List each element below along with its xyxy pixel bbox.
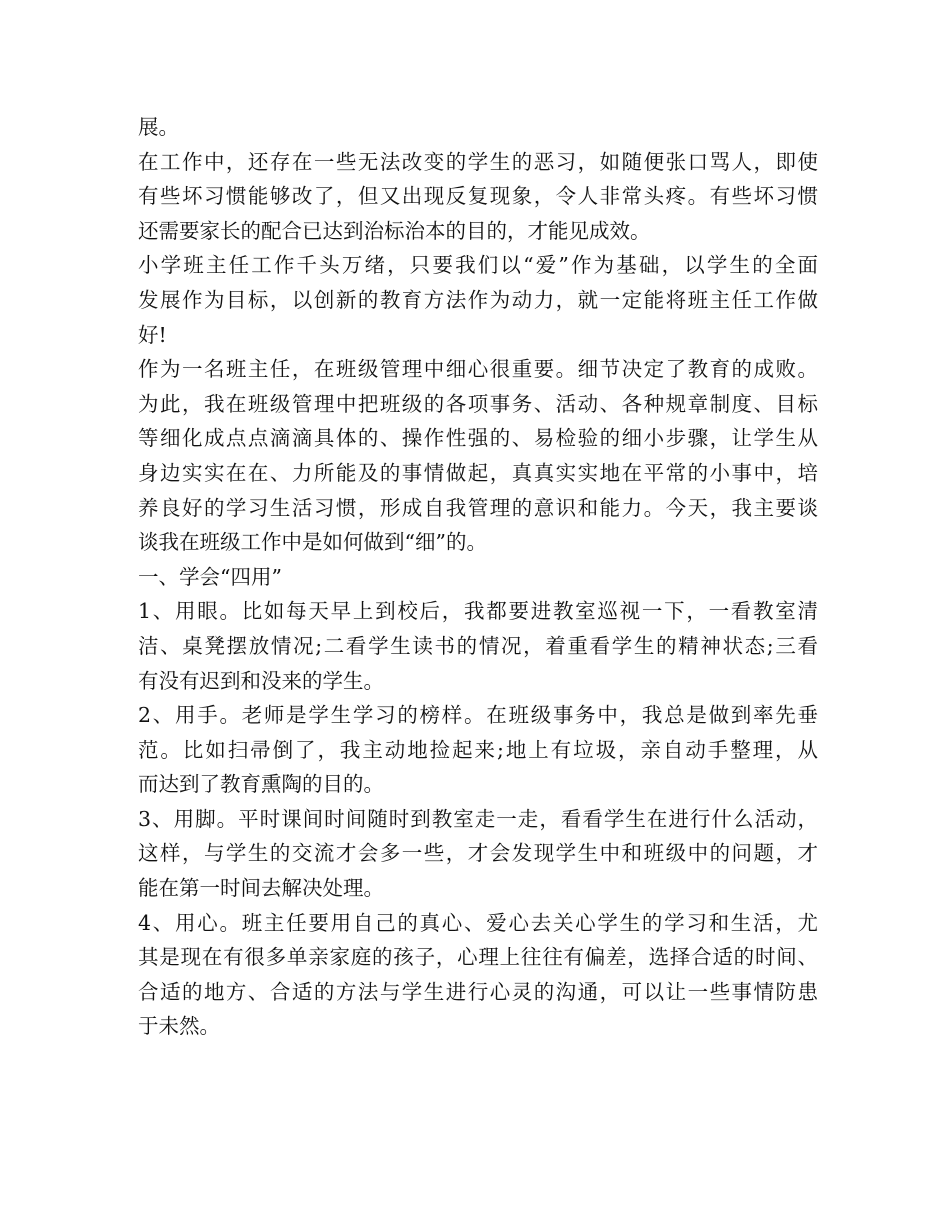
text-line: 2、用手。老师是学生学习的榜样。在班级事务中，我总是做到率先垂 [138, 703, 818, 728]
document-body [138, 110, 818, 1044]
text-line: 于未然。 [138, 1014, 220, 1039]
text-line: 作为一名班主任，在班级管理中细心很重要。细节决定了教育的成败。 [138, 357, 818, 382]
text-line: 范。比如扫帚倒了，我主动地捡起来;地上有垃圾，亲自动手整理，从 [138, 737, 818, 762]
text-line: 有没有迟到和没来的学生。 [138, 668, 384, 693]
text-line: 还需要家长的配合已达到治标治本的目的，才能见成效。 [138, 218, 651, 243]
text-line: 1、用眼。比如每天早上到校后，我都要进教室巡视一下，一看教室清 [138, 599, 818, 624]
text-line: 在工作中，还存在一些无法改变的学生的恶习，如随便张口骂人，即使 [138, 149, 818, 174]
text-line: 这样，与学生的交流才会多一些，才会发现学生中和班级中的问题，才 [138, 841, 818, 866]
text-line: 有些坏习惯能够改了，但又出现反复现象，令人非常头疼。有些坏习惯 [138, 184, 818, 209]
text-line: 小学班主任工作千头万绪，只要我们以“爱”作为基础，以学生的全面 [138, 253, 818, 278]
text-line: 4、用心。班主任要用自己的真心、爱心去关心学生的学习和生活，尤 [138, 910, 818, 935]
text-line: 3、用脚。平时课间时间随时到教室走一走，看看学生在进行什么活动， [138, 806, 818, 831]
text-line: 洁、桌凳摆放情况;二看学生读书的情况，着重看学生的精神状态;三看 [138, 633, 818, 658]
text-line: 谈我在班级工作中是如何做到“细”的。 [138, 530, 487, 555]
text-line: 展。 [138, 115, 179, 139]
text-line: 一、学会“四用” [138, 564, 282, 589]
text-line: 合适的地方、合适的方法与学生进行心灵的沟通，可以让一些事情防患 [138, 979, 818, 1004]
text-line: 其是现在有很多单亲家庭的孩子，心理上往往有偏差，选择合适的时间、 [138, 945, 818, 970]
text-line: 身边实实在在、力所能及的事情做起，真真实实地在平常的小事中，培 [138, 460, 818, 485]
text-line: 等细化成点点滴滴具体的、操作性强的、易检验的细小步骤，让学生从 [138, 426, 818, 451]
text-line: 而达到了教育熏陶的目的。 [138, 772, 384, 797]
text-line: 发展作为目标，以创新的教育方法作为动力，就一定能将班主任工作做 [138, 287, 818, 312]
text-line: 养良好的学习生活习惯，形成自我管理的意识和能力。今天，我主要谈 [138, 495, 818, 520]
text-line: 为此，我在班级管理中把班级的各项事务、活动、各种规章制度、目标 [138, 391, 818, 416]
text-line: 好! [138, 322, 167, 347]
text-line: 能在第一时间去解决处理。 [138, 876, 384, 901]
